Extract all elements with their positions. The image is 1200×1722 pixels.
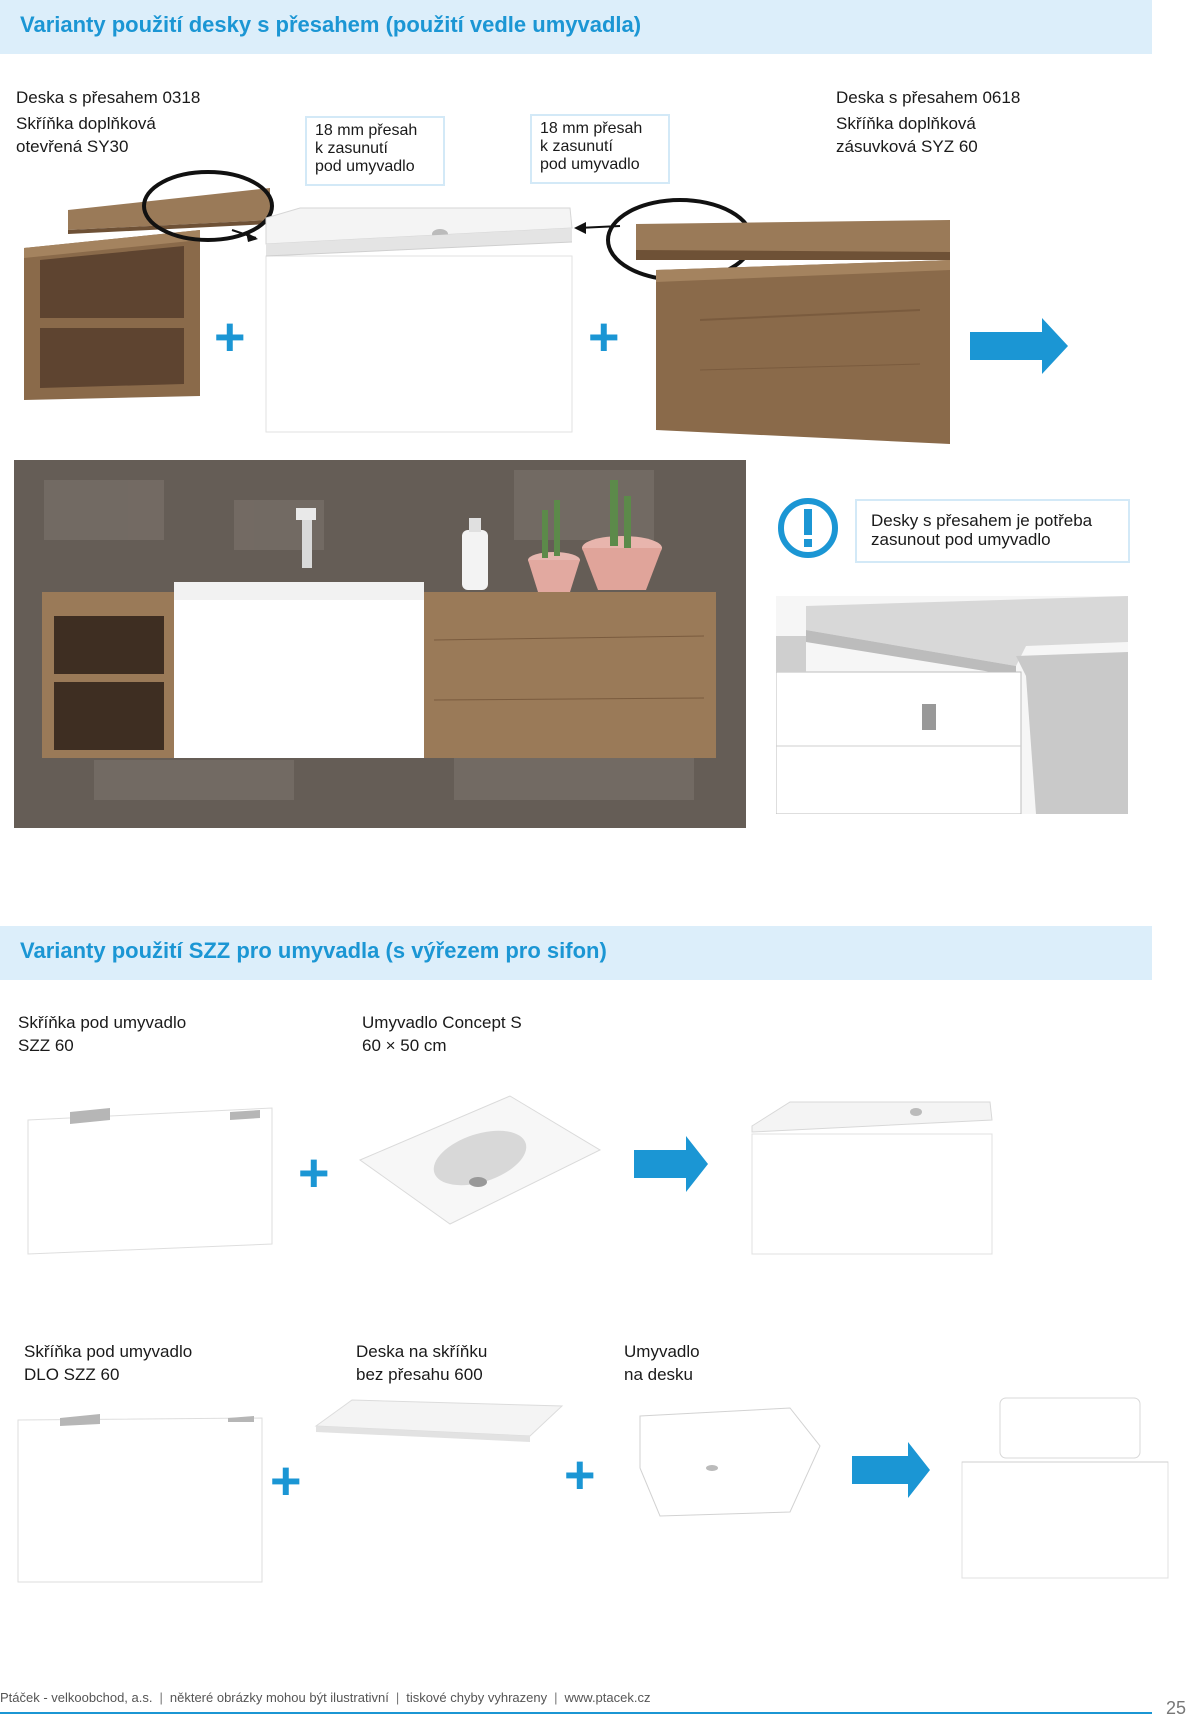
arrow-right-icon	[970, 318, 1070, 374]
label-dlo-szz60	[24, 1340, 192, 1386]
bathroom-scene-photo	[14, 460, 746, 828]
szz-row-illustration	[0, 1090, 1200, 1270]
label-line: Umyvadlo Concept S	[362, 1013, 522, 1032]
callout-line: 18 mm přesah	[540, 120, 643, 137]
callout-line: pod umyvadlo	[315, 158, 415, 175]
label-countertop-basin	[624, 1340, 700, 1386]
drawer-cabinet-image	[636, 220, 950, 444]
arrow-right-icon	[634, 1136, 710, 1192]
label-line: Skříňka doplňková	[16, 114, 156, 133]
page-number: 25	[1165, 1698, 1186, 1718]
label-line: Skříňka pod umyvadlo	[24, 1342, 193, 1361]
plus-icon: +	[588, 307, 620, 367]
plus-icon: +	[564, 1445, 596, 1505]
callout-line: k zasunutí	[540, 138, 613, 155]
callout-line: k zasunutí	[315, 140, 388, 157]
callout-line: 18 mm přesah	[315, 122, 418, 139]
label-line: Deska s přesahem 0318	[16, 88, 201, 107]
section-title-1: Varianty použití desky s přesahem (použití vedle umyvadla)	[20, 12, 642, 37]
concept-s-basin-image	[360, 1096, 600, 1224]
footer: Ptáček - velkoobchod, a.s. | některé obrázky mohou být ilustrativní | tiskové chyby vyhrazeny | www.ptacek.cz	[0, 1690, 651, 1705]
label-line: bez přesahu 600	[356, 1365, 483, 1384]
footer-company: Ptáček - velkoobchod, a.s.	[0, 1690, 153, 1705]
label-concept-s	[362, 1011, 522, 1057]
label-line: na desku	[624, 1365, 693, 1384]
label-line: 60 × 50 cm	[362, 1036, 447, 1055]
label-top-right	[836, 86, 1020, 158]
section-header-2	[0, 926, 1152, 980]
label-line: otevřená SY30	[16, 137, 129, 156]
label-line: Skříňka doplňková	[836, 114, 976, 133]
notice-line: zasunout pod umyvadlo	[871, 530, 1051, 549]
label-board-600	[356, 1340, 487, 1386]
notice-line: Desky s přesahem je potřeba	[871, 511, 1093, 530]
dlo-szz60-cabinet-image	[18, 1414, 262, 1582]
label-line: SZZ 60	[18, 1036, 74, 1055]
label-line: zásuvková SYZ 60	[836, 137, 978, 156]
label-line: Deska s přesahem 0618	[836, 88, 1021, 107]
white-basin-cabinet-image	[266, 208, 572, 432]
label-top-left	[16, 86, 200, 158]
footer-note: některé obrázky mohou být ilustrativní	[169, 1690, 389, 1705]
dlo-result-image	[962, 1398, 1168, 1578]
notice-box	[855, 499, 1130, 563]
plus-icon: +	[270, 1451, 302, 1511]
countertop-basin-image	[640, 1408, 820, 1516]
label-line: Skříňka pod umyvadlo	[18, 1013, 187, 1032]
plus-icon: +	[214, 307, 246, 367]
footer-disclaimer: tiskové chyby vyhrazeny	[406, 1690, 548, 1705]
szz60-cabinet-image	[28, 1108, 272, 1254]
footer-website-link[interactable]: www.ptacek.cz	[564, 1690, 651, 1705]
label-line: Umyvadlo	[624, 1342, 700, 1361]
footer-divider	[0, 1712, 1152, 1714]
label-line: DLO SZZ 60	[24, 1365, 120, 1384]
label-line: Deska na skříňku	[356, 1342, 488, 1361]
plus-icon: +	[298, 1143, 330, 1203]
callout-line: pod umyvadlo	[540, 156, 640, 173]
section-header-1	[0, 0, 1152, 54]
board-600-image	[316, 1400, 562, 1442]
label-szz60	[18, 1011, 186, 1057]
exclamation-icon	[776, 496, 840, 560]
overhang-detail-render	[776, 596, 1128, 814]
section-title-2: Varianty použití SZZ pro umyvadla (s výřezem pro sifon)	[20, 938, 607, 963]
arrow-right-icon	[852, 1442, 932, 1498]
szz60-result-image	[752, 1102, 992, 1254]
dlo-row-illustration	[0, 1392, 1200, 1592]
